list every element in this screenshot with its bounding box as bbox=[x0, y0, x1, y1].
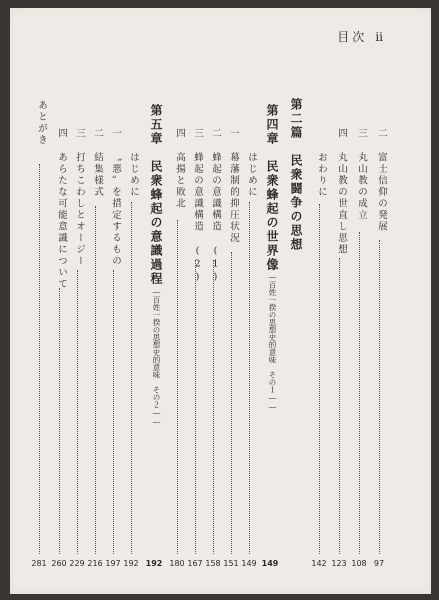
toc-entry bbox=[242, 128, 256, 568]
toc-title: 打ちこわしとオージー bbox=[74, 152, 85, 267]
toc-page-number: 97 bbox=[373, 559, 385, 568]
toc-page-number: 149 bbox=[261, 559, 279, 568]
toc-entry bbox=[224, 128, 238, 568]
toc-marker: 一 bbox=[110, 128, 121, 138]
toc-marker: 三 bbox=[356, 128, 367, 138]
toc-entry bbox=[352, 128, 366, 568]
toc-title: はじめに bbox=[128, 152, 139, 198]
toc-marker: 三 bbox=[74, 128, 85, 138]
toc-marker: 二 bbox=[376, 128, 387, 138]
leader-dots bbox=[319, 204, 320, 554]
toc-page-number: 151 bbox=[223, 559, 239, 568]
leader-dots bbox=[379, 240, 380, 554]
leader-dots bbox=[359, 232, 360, 554]
toc-title: おわりに bbox=[316, 152, 327, 198]
toc-entry bbox=[372, 128, 386, 568]
toc-page-number: 123 bbox=[331, 559, 347, 568]
toc-entry bbox=[124, 128, 138, 568]
chapter-subtitle: ――百姓一揆の思想史的意味 その２―― bbox=[152, 278, 161, 427]
toc-page-number: 216 bbox=[87, 559, 103, 568]
leader-dots bbox=[95, 206, 96, 554]
running-header bbox=[337, 28, 383, 45]
toc-entry bbox=[52, 128, 66, 568]
toc-page-number: 192 bbox=[123, 559, 139, 568]
leader-dots bbox=[39, 164, 40, 554]
toc-entry bbox=[170, 128, 184, 568]
toc-title: あとがき bbox=[36, 100, 47, 146]
toc-page-number: 167 bbox=[187, 559, 203, 568]
toc-page-number: 281 bbox=[31, 559, 47, 568]
chapter-subtitle: ――百姓一揆の思想史的意味 その１―― bbox=[268, 263, 277, 412]
toc-title: 蜂起の意識構造 (2) bbox=[192, 152, 203, 285]
toc-title: 丸山教の世直し思想 bbox=[336, 152, 347, 256]
toc-title: 蜂起の意識構造 (1) bbox=[210, 152, 221, 285]
toc-title: 〝悪〟を措定するもの bbox=[110, 152, 121, 267]
leader-dots bbox=[213, 260, 214, 554]
leader-dots bbox=[231, 252, 232, 554]
toc-title: はじめに bbox=[246, 152, 257, 198]
leader-dots bbox=[195, 260, 196, 554]
toc-page-number: 180 bbox=[169, 559, 185, 568]
toc-page-number: 149 bbox=[241, 559, 257, 568]
toc-entry bbox=[32, 100, 46, 568]
toc-title: 結集様式 bbox=[92, 152, 103, 198]
leader-dots bbox=[339, 258, 340, 554]
toc-page-number: 142 bbox=[311, 559, 327, 568]
toc-marker: 二 bbox=[92, 128, 103, 138]
toc-page-number: 158 bbox=[205, 559, 221, 568]
toc-marker: 一 bbox=[228, 128, 239, 138]
toc-page-number: 229 bbox=[69, 559, 85, 568]
toc-marker: 四 bbox=[56, 128, 67, 138]
leader-dots bbox=[77, 270, 78, 554]
leader-dots bbox=[131, 202, 132, 554]
toc-entry bbox=[106, 128, 120, 568]
header-page-number: ii bbox=[375, 30, 383, 44]
leader-dots bbox=[59, 288, 60, 554]
toc-entry bbox=[312, 128, 326, 568]
toc-marker: 三 bbox=[192, 128, 203, 138]
toc-entry bbox=[70, 128, 84, 568]
toc-title: 第二篇 民衆闘争の思想 bbox=[289, 98, 303, 252]
header-title: 目次 bbox=[337, 30, 368, 44]
toc-title: 第四章 民衆蜂起の世界像 bbox=[265, 104, 279, 272]
leader-dots bbox=[177, 220, 178, 554]
toc-marker: 二 bbox=[210, 128, 221, 138]
toc-page-number: 260 bbox=[51, 559, 67, 568]
toc-page-number: 197 bbox=[105, 559, 121, 568]
toc-title: 幕藩制的抑圧状況 bbox=[228, 152, 239, 244]
toc-page-number: 192 bbox=[145, 559, 163, 568]
toc-entry bbox=[188, 128, 202, 568]
toc-marker: 四 bbox=[336, 128, 347, 138]
toc-title: 高揚と敗北 bbox=[174, 152, 185, 210]
toc-title: あらたな可能意識について bbox=[56, 152, 67, 290]
toc-title: 第五章 民衆蜂起の意識過程 bbox=[149, 104, 163, 286]
toc-part-heading bbox=[286, 98, 302, 538]
toc-page-number: 108 bbox=[351, 559, 367, 568]
toc-title: 丸山教の成立 bbox=[356, 152, 367, 221]
leader-dots bbox=[249, 202, 250, 554]
leader-dots bbox=[113, 270, 114, 554]
toc-marker: 四 bbox=[174, 128, 185, 138]
book-page bbox=[10, 8, 431, 594]
toc-entry bbox=[88, 128, 102, 568]
toc-entry bbox=[332, 128, 346, 568]
toc-title: 富士信仰の発展 bbox=[376, 152, 387, 233]
toc-entry bbox=[206, 128, 220, 568]
